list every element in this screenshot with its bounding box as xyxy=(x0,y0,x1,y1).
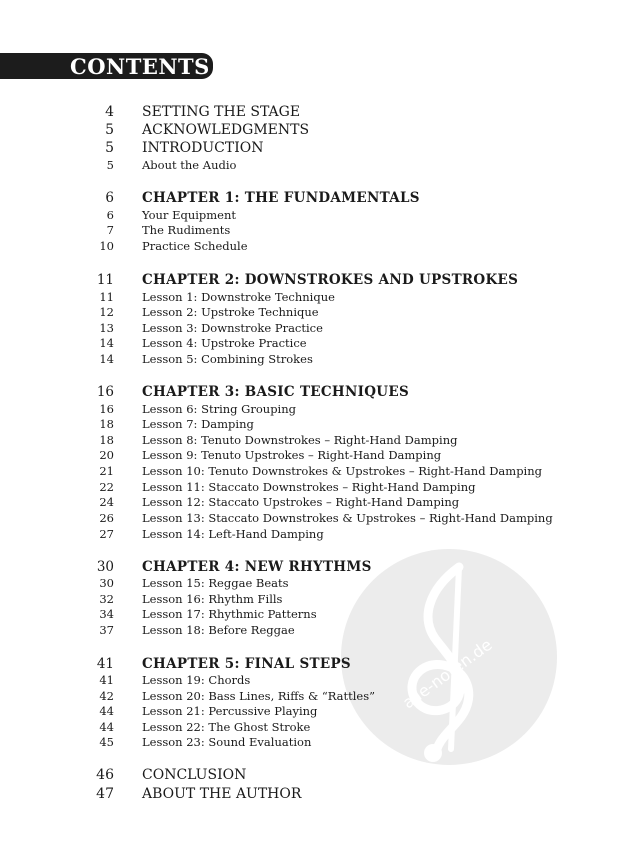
toc-entry-title: CHAPTER 4: NEW RHYTHMS xyxy=(142,559,372,575)
toc-page-number: 41 xyxy=(96,656,114,672)
toc-chapter-row[interactable] xyxy=(0,271,640,287)
toc-row[interactable] xyxy=(0,416,640,432)
toc-entry-title: Lesson 5: Combining Strokes xyxy=(142,352,313,366)
toc-entry-title: Lesson 3: Downstroke Practice xyxy=(142,321,323,335)
toc-entry-title: Lesson 13: Staccato Downstrokes & Upstrokes – Right-Hand Damping xyxy=(142,511,553,525)
toc-row[interactable] xyxy=(0,703,640,719)
toc-page-number: 14 xyxy=(99,352,114,366)
toc-entry-title: Lesson 21: Percussive Playing xyxy=(142,704,318,718)
toc-entry-title: Lesson 19: Chords xyxy=(142,673,251,687)
toc-entry-title: Lesson 23: Sound Evaluation xyxy=(142,735,312,749)
toc-page-number: 21 xyxy=(99,464,114,478)
toc-page-number: 20 xyxy=(99,448,114,462)
toc-entry-title: CHAPTER 2: DOWNSTROKES AND UPSTROKES xyxy=(142,272,519,288)
toc-page-number: 16 xyxy=(96,384,114,400)
toc-row[interactable] xyxy=(0,672,640,688)
toc-row[interactable] xyxy=(0,479,640,495)
watermark-text: alle-noten.de xyxy=(399,634,496,713)
toc-entry-title: About the Audio xyxy=(142,158,237,172)
toc-page-number: 11 xyxy=(99,290,114,304)
toc-entry-title: Lesson 8: Tenuto Downstrokes – Right-Hand Damping xyxy=(142,433,458,447)
toc-entry-title: Lesson 15: Reggae Beats xyxy=(142,576,289,590)
toc-row[interactable] xyxy=(0,304,640,320)
toc-row[interactable] xyxy=(0,734,640,750)
toc-page-number: 27 xyxy=(99,527,114,541)
toc-row[interactable] xyxy=(0,575,640,591)
toc-page-number: 14 xyxy=(99,336,114,350)
toc-row[interactable] xyxy=(0,766,640,782)
toc-page-number: 42 xyxy=(99,689,114,703)
toc-row[interactable] xyxy=(0,238,640,254)
toc-entry-title: The Rudiments xyxy=(142,223,231,237)
toc-row[interactable] xyxy=(0,121,640,137)
toc-entry-title: CHAPTER 5: FINAL STEPS xyxy=(142,656,351,672)
toc-row[interactable] xyxy=(0,510,640,526)
toc-page-number: 13 xyxy=(99,321,114,335)
toc-row[interactable] xyxy=(0,432,640,448)
toc-row[interactable] xyxy=(0,591,640,607)
toc-row[interactable] xyxy=(0,494,640,510)
toc-row[interactable] xyxy=(0,335,640,351)
toc-row[interactable] xyxy=(0,719,640,735)
toc-row[interactable] xyxy=(0,463,640,479)
toc-row[interactable] xyxy=(0,447,640,463)
toc-entry-title: Lesson 4: Upstroke Practice xyxy=(142,336,307,350)
toc-page-number: 37 xyxy=(99,623,114,637)
toc-page-number: 26 xyxy=(99,511,114,525)
toc-chapter-row[interactable] xyxy=(0,383,640,399)
toc-chapter-row[interactable] xyxy=(0,189,640,205)
toc-page-number: 4 xyxy=(105,104,114,120)
toc-entry-title: ACKNOWLEDGMENTS xyxy=(142,122,310,138)
toc-chapter-row[interactable] xyxy=(0,655,640,671)
toc-page-number: 47 xyxy=(96,786,114,802)
toc-entry-title: SETTING THE STAGE xyxy=(142,104,301,120)
toc-page-number: 32 xyxy=(99,592,114,606)
toc-row[interactable] xyxy=(0,622,640,638)
toc-page-number: 16 xyxy=(99,402,114,416)
toc-entry-title: CONCLUSION xyxy=(142,767,247,783)
toc-row[interactable] xyxy=(0,157,640,173)
toc-page-number: 44 xyxy=(99,704,114,718)
toc-row[interactable] xyxy=(0,351,640,367)
toc-page-number: 45 xyxy=(99,735,114,749)
toc-entry-title: Lesson 14: Left-Hand Damping xyxy=(142,527,324,541)
toc-entry-title: ABOUT THE AUTHOR xyxy=(142,786,302,802)
toc-page-number: 5 xyxy=(105,140,114,156)
toc-page-number: 18 xyxy=(99,433,114,447)
toc-entry-title: INTRODUCTION xyxy=(142,140,264,156)
toc-entry-title: Lesson 10: Tenuto Downstrokes & Upstrokes – Right-Hand Damping xyxy=(142,464,542,478)
toc-row[interactable] xyxy=(0,289,640,305)
toc-row[interactable] xyxy=(0,401,640,417)
toc-entry-title: Practice Schedule xyxy=(142,239,248,253)
toc-row[interactable] xyxy=(0,785,640,801)
toc-page-number: 30 xyxy=(96,559,114,575)
toc-page-number: 6 xyxy=(106,208,114,222)
toc-entry-title: Lesson 2: Upstroke Technique xyxy=(142,305,319,319)
toc-page-number: 30 xyxy=(99,576,114,590)
toc-row[interactable] xyxy=(0,526,640,542)
toc-entry-title: Lesson 9: Tenuto Upstrokes – Right-Hand Damping xyxy=(142,448,442,462)
toc-row[interactable] xyxy=(0,688,640,704)
toc-entry-title: Lesson 18: Before Reggae xyxy=(142,623,295,637)
toc-row[interactable] xyxy=(0,320,640,336)
toc-page-number: 41 xyxy=(99,673,114,687)
toc-entry-title: Lesson 20: Bass Lines, Riffs & “Rattles” xyxy=(142,689,376,703)
toc-page-number: 22 xyxy=(99,480,114,494)
toc-entry-title: Lesson 17: Rhythmic Patterns xyxy=(142,607,317,621)
toc-page-number: 7 xyxy=(106,223,114,237)
toc-entry-title: CHAPTER 3: BASIC TECHNIQUES xyxy=(142,384,410,400)
toc-entry-title: Lesson 1: Downstroke Technique xyxy=(142,290,335,304)
toc-entry-title: Lesson 11: Staccato Downstrokes – Right-Hand Damping xyxy=(142,480,476,494)
toc-entry-title: Lesson 16: Rhythm Fills xyxy=(142,592,283,606)
toc-entry-title: Lesson 22: The Ghost Stroke xyxy=(142,720,311,734)
toc-entry-title: Your Equipment xyxy=(142,208,237,222)
toc-page-number: 6 xyxy=(105,190,114,206)
toc-page-number: 5 xyxy=(105,122,114,138)
toc-page-number: 46 xyxy=(96,767,114,783)
toc-page-number: 11 xyxy=(96,272,114,288)
toc-page-number: 12 xyxy=(99,305,114,319)
toc-page-number: 10 xyxy=(99,239,114,253)
toc-row[interactable] xyxy=(0,103,640,119)
toc-entry-title: Lesson 6: String Grouping xyxy=(142,402,296,416)
toc-chapter-row[interactable] xyxy=(0,558,640,574)
toc-row[interactable] xyxy=(0,222,640,238)
toc-page-number: 5 xyxy=(106,158,114,172)
toc-row[interactable] xyxy=(0,606,640,622)
toc-row[interactable] xyxy=(0,207,640,223)
toc-entry-title: Lesson 12: Staccato Upstrokes – Right-Hand Damping xyxy=(142,495,460,509)
page-title: CONTENTS xyxy=(70,54,210,79)
toc-row[interactable] xyxy=(0,139,640,155)
toc-entry-title: CHAPTER 1: THE FUNDAMENTALS xyxy=(142,190,420,206)
toc-entry-title: Lesson 7: Damping xyxy=(142,417,254,431)
toc-page-number: 24 xyxy=(99,495,114,509)
toc-page-number: 44 xyxy=(99,720,114,734)
toc-page-number: 18 xyxy=(99,417,114,431)
toc-page-number: 34 xyxy=(99,607,114,621)
